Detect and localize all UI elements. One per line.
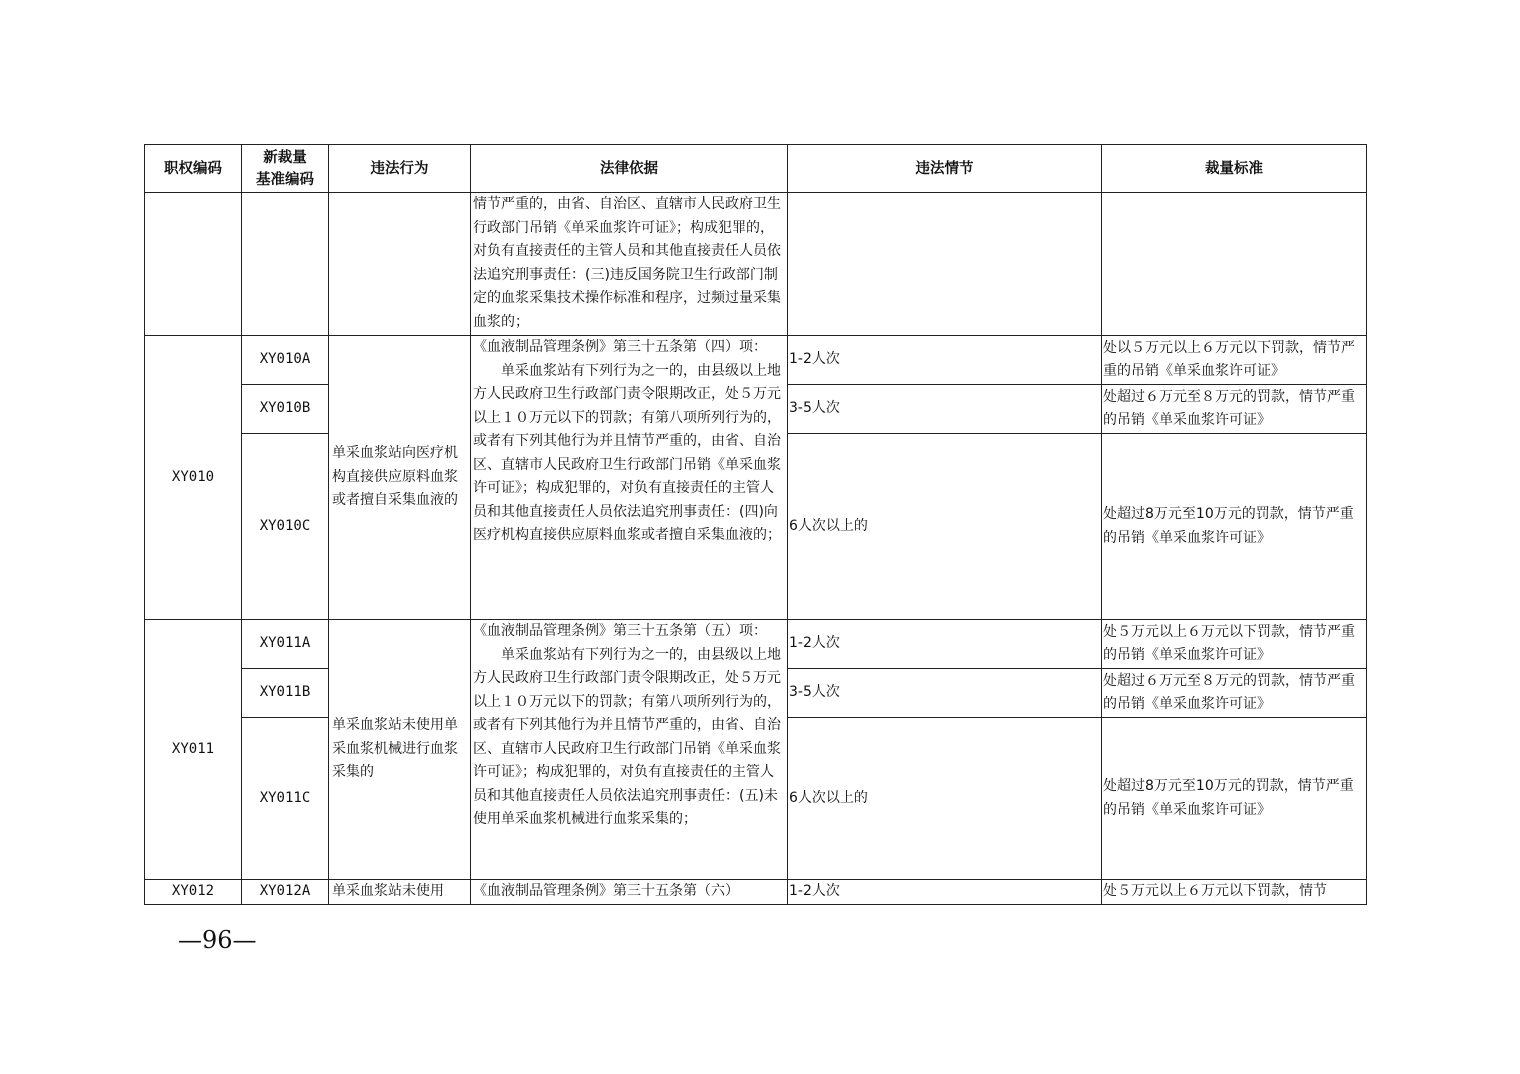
table-row (145, 880, 1367, 905)
sub-code: XY011A (242, 620, 329, 669)
sub-code: XY010B (242, 385, 329, 434)
sub-code: XY010A (242, 336, 329, 385)
header-violation: 违法行为 (329, 145, 471, 193)
enforcement-table (144, 144, 1367, 905)
penalty-standard: 处５万元以上６万元以下罚款，情节严重的吊销《单采血浆许可证》 (1102, 620, 1367, 669)
circumstance: 1-2人次 (788, 336, 1102, 385)
violation-behavior: 单采血浆站向医疗机构直接供应原料血浆或者擅自采集血液的 (329, 336, 471, 620)
table-header-row (145, 145, 1367, 193)
penalty-standard: 处以５万元以上６万元以下罚款，情节严重的吊销《单采血浆许可证》 (1102, 336, 1367, 385)
authority-code: XY011 (145, 620, 242, 880)
legal-basis-body: 单采血浆站有下列行为之一的，由县级以上地方人民政府卫生行政部门责令限期改正，处５万元以上１０万元以下的罚款；有第八项所列行为的，或者有下列其他行为并且情节严重的，由省、自治区、直辖市人民政府卫生行政部门吊销《单采血浆许可证》；构成犯罪的，对负有直接责任的主管人员和其他直接责任人员依法追究刑事责任：(五)未使用单采血浆机械进行血浆采集的； (473, 646, 781, 827)
penalty-standard: 处超过8万元至10万元的罚款，情节严重的吊销《单采血浆许可证》 (1102, 434, 1367, 620)
sub-code: XY011C (242, 718, 329, 880)
legal-basis (471, 336, 788, 620)
sub-code: XY012A (242, 880, 329, 905)
legal-basis-title: 《血液制品管理条例》第三十五条第（五）项： (473, 623, 767, 639)
penalty-standard: 处超过8万元至10万元的罚款，情节严重的吊销《单采血浆许可证》 (1102, 718, 1367, 880)
cell-empty (242, 193, 329, 336)
header-standard: 裁量标准 (1102, 145, 1367, 193)
sub-code: XY011B (242, 669, 329, 718)
legal-basis-continuation: 情节严重的，由省、自治区、直辖市人民政府卫生行政部门吊销《单采血浆许可证》；构成犯罪的，对负有直接责任的主管人员和其他直接责任人员依法追究刑事责任：(三)违反国务院卫生行政部门制定的血浆采集技术操作标准和程序，过频过量采集血浆的； (471, 193, 788, 336)
header-standard-code: 新裁量 基准编码 (242, 145, 329, 193)
header-legal-basis: 法律依据 (471, 145, 788, 193)
cell-empty (1102, 193, 1367, 336)
authority-code: XY012 (145, 880, 242, 905)
penalty-standard: 处超过６万元至８万元的罚款，情节严重的吊销《单采血浆许可证》 (1102, 669, 1367, 718)
legal-basis-title: 《血液制品管理条例》第三十五条第（六） (471, 880, 788, 905)
legal-basis-body: 单采血浆站有下列行为之一的，由县级以上地方人民政府卫生行政部门责令限期改正，处５万元以上１０万元以下的罚款；有第八项所列行为的，或者有下列其他行为并且情节严重的，由省、自治区、直辖市人民政府卫生行政部门吊销《单采血浆许可证》；构成犯罪的，对负有直接责任的主管人员和其他直接责任人员依法追究刑事责任：(四)向医疗机构直接供应原料血浆或者擅自采集血液的； (473, 362, 781, 543)
header-authority-code: 职权编码 (145, 145, 242, 193)
cell-empty (329, 193, 471, 336)
cell-empty (145, 193, 242, 336)
header-circumstance: 违法情节 (788, 145, 1102, 193)
legal-basis-title: 《血液制品管理条例》第三十五条第（四）项： (473, 339, 767, 355)
circumstance: 3-5人次 (788, 669, 1102, 718)
violation-behavior: 单采血浆站未使用 (329, 880, 471, 905)
penalty-standard: 处超过６万元至８万元的罚款，情节严重的吊销《单采血浆许可证》 (1102, 385, 1367, 434)
penalty-standard: 处５万元以上６万元以下罚款，情节 (1102, 880, 1367, 905)
legal-basis (471, 620, 788, 880)
table-row (145, 620, 1367, 669)
circumstance: 6人次以上的 (788, 718, 1102, 880)
table-row (145, 336, 1367, 385)
cell-empty (788, 193, 1102, 336)
authority-code: XY010 (145, 336, 242, 620)
circumstance: 1-2人次 (788, 880, 1102, 905)
circumstance: 3-5人次 (788, 385, 1102, 434)
table-row (145, 193, 1367, 336)
circumstance: 1-2人次 (788, 620, 1102, 669)
page-number: —96— (178, 926, 257, 954)
sub-code: XY010C (242, 434, 329, 620)
circumstance: 6人次以上的 (788, 434, 1102, 620)
violation-behavior: 单采血浆站未使用单采血浆机械进行血浆采集的 (329, 620, 471, 880)
